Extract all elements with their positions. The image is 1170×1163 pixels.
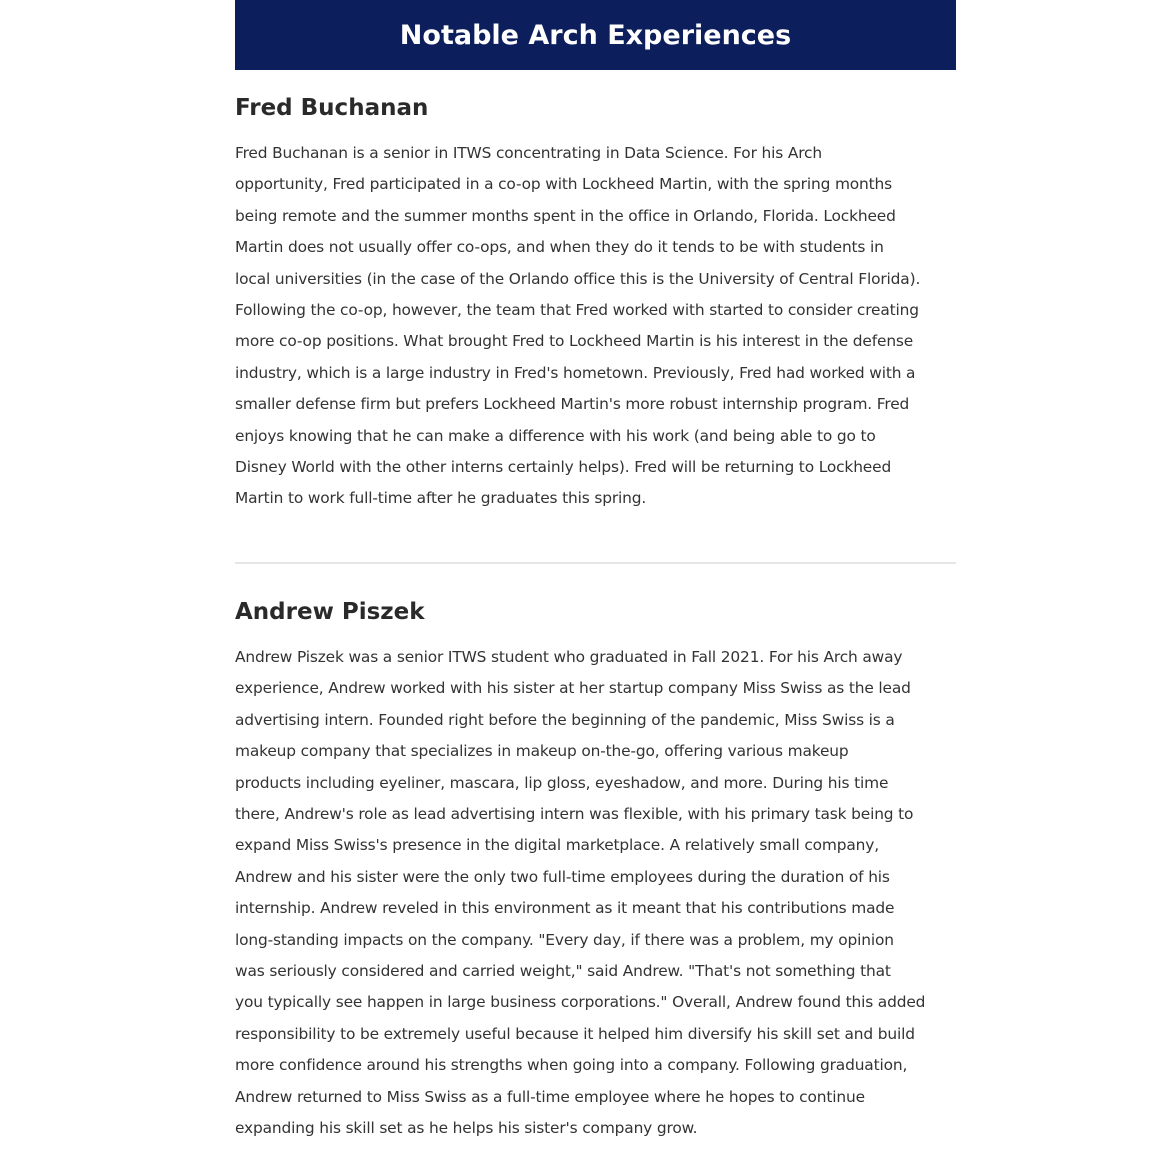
text-line: Andrew and his sister were the only two full-time employees during the duration of his — [235, 867, 890, 886]
header-banner — [235, 0, 956, 70]
text-line: experience, Andrew worked with his sister at her startup company Miss Swiss as the lead — [235, 679, 911, 698]
section-heading: Fred Buchanan — [235, 95, 429, 121]
profile-section-andrew-piszek — [235, 599, 956, 1145]
text-line: Andrew returned to Miss Swiss as a full-time employee where he hopes to continue — [235, 1087, 865, 1106]
text-line: you typically see happen in large business corporations." Overall, Andrew found this added — [235, 993, 926, 1012]
text-line: Disney World with the other interns certainly helps). Fred will be returning to Lockheed — [235, 458, 892, 477]
text-line: Martin to work full-time after he graduates this spring. — [235, 489, 647, 508]
text-line: local universities (in the case of the Orlando office this is the University of Central Florida). — [235, 269, 921, 288]
profile-section-fred-buchanan — [235, 95, 956, 515]
newsletter-page — [235, 0, 956, 1144]
text-line: more co-op positions. What brought Fred to Lockheed Martin is his interest in the defense — [235, 332, 914, 351]
profile-body-text — [235, 642, 956, 1145]
text-line: there, Andrew's role as lead advertising intern was flexible, with his primary task being to — [235, 804, 914, 823]
text-line: Martin does not usually offer co-ops, and when they do it tends to be with students in — [235, 238, 884, 257]
text-line: Fred Buchanan is a senior in ITWS concentrating in Data Science. For his Arch — [235, 144, 822, 162]
text-line: responsibility to be extremely useful because it helped him diversify his skill set and build — [235, 1024, 915, 1043]
text-line: smaller defense firm but prefers Lockheed Martin's more robust internship program. Fred — [235, 395, 910, 414]
text-line: internship. Andrew reveled in this environment as it meant that his contributions made — [235, 899, 895, 918]
text-line: long-standing impacts on the company. "Every day, if there was a problem, my opinion — [235, 930, 894, 949]
text-line: advertising intern. Founded right before the beginning of the pandemic, Miss Swiss is a — [235, 710, 895, 729]
text-line: industry, which is a large industry in Fred's hometown. Previously, Fred had worked with a — [235, 363, 916, 382]
profile-body-text — [235, 138, 956, 515]
text-line: Andrew Piszek was a senior ITWS student who graduated in Fall 2021. For his Arch away — [235, 647, 903, 666]
text-line: expand Miss Swiss's presence in the digital marketplace. A relatively small company, — [235, 836, 879, 855]
text-line: opportunity, Fred participated in a co-op with Lockheed Martin, with the spring months — [235, 175, 893, 194]
text-line: Following the co-op, however, the team that Fred worked with started to consider creating — [235, 301, 919, 320]
text-line: makeup company that specializes in makeup on-the-go, offering various makeup — [235, 742, 849, 761]
banner-title: Notable Arch Experiences — [399, 19, 792, 51]
section-divider — [235, 562, 956, 564]
text-line: expanding his skill set as he helps his sister's company grow. — [235, 1118, 698, 1137]
text-line: products including eyeliner, mascara, lip gloss, eyeshadow, and more. During his time — [235, 773, 889, 792]
text-line: more confidence around his strengths when going into a company. Following graduation, — [235, 1056, 908, 1075]
text-line: enjoys knowing that he can make a difference with his work (and being able to go to — [235, 426, 876, 445]
section-heading: Andrew Piszek — [235, 598, 425, 625]
text-line: was seriously considered and carried weight," said Andrew. "That's not something that — [235, 961, 891, 980]
text-line: being remote and the summer months spent in the office in Orlando, Florida. Lockheed — [235, 206, 896, 225]
